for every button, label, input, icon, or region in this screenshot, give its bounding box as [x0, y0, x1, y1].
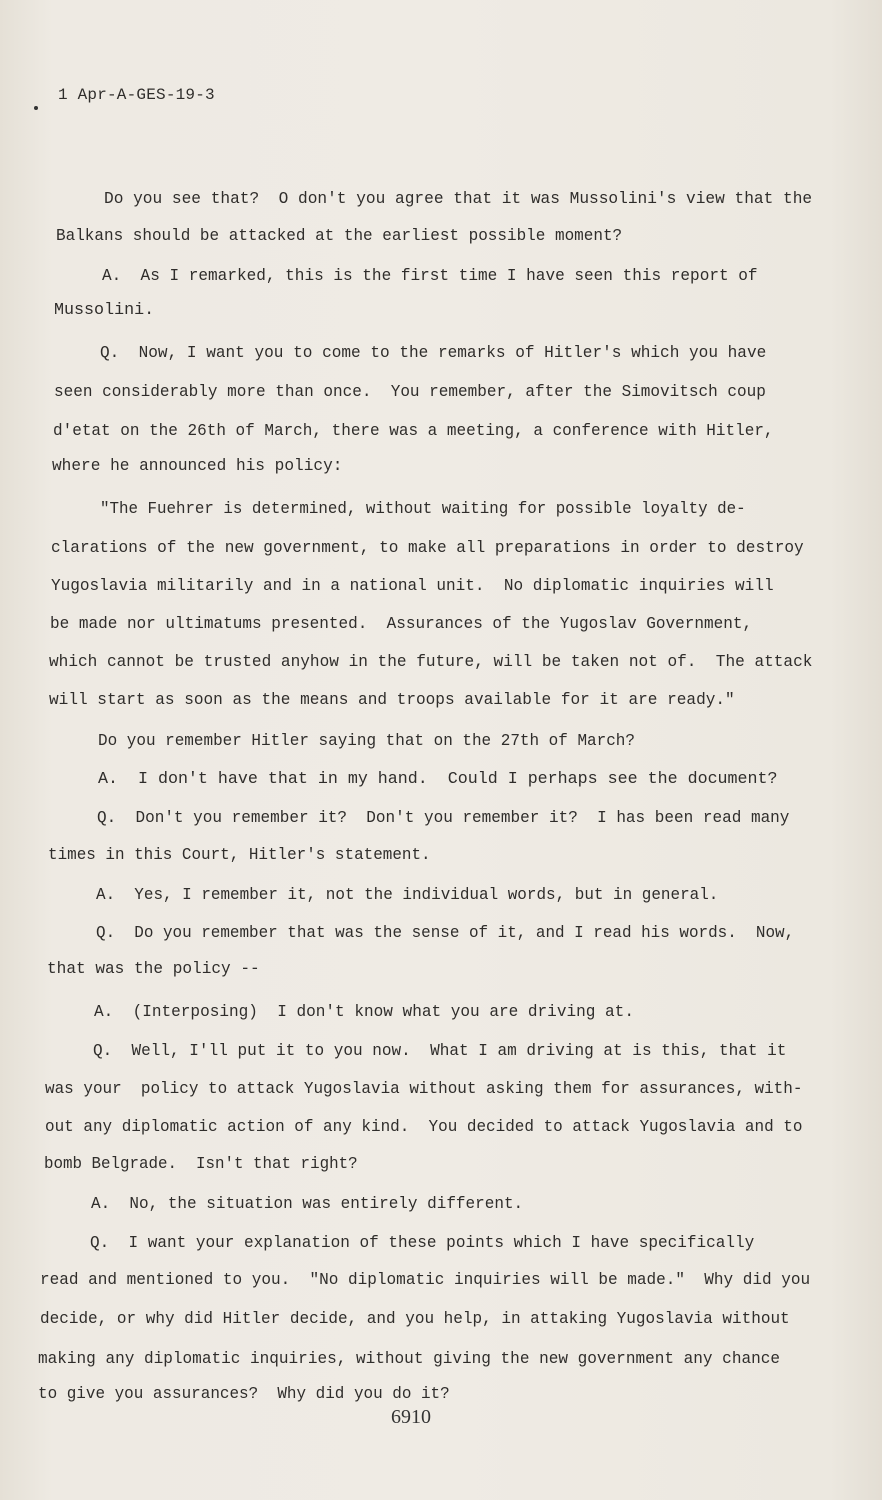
- text-line: out any diplomatic action of any kind. You decided to attack Yugoslavia and to: [45, 1118, 803, 1136]
- text-line: Yugoslavia militarily and in a national unit. No diplomatic inquiries will: [51, 577, 774, 595]
- text-line: Do you see that? O don't you agree that it was Mussolini's view that the: [104, 190, 813, 208]
- margin-dot: [34, 106, 38, 110]
- text-line: will start as soon as the means and troops available for it are ready.": [49, 691, 735, 709]
- text-line: d'etat on the 26th of March, there was a meeting, a conference with Hitler,: [53, 422, 774, 440]
- text-line: to give you assurances? Why did you do it?: [38, 1385, 450, 1403]
- text-line: which cannot be trusted anyhow in the future, will be taken not of. The attack: [49, 653, 813, 671]
- text-line: Q. Now, I want you to come to the remarks of Hitler's which you have: [100, 344, 767, 362]
- text-line: A. As I remarked, this is the first time I have seen this report of: [102, 267, 758, 285]
- text-line: bomb Belgrade. Isn't that right?: [44, 1155, 358, 1173]
- page-number: 6910: [391, 1406, 431, 1428]
- text-line: "The Fuehrer is determined, without waiting for possible loyalty de-: [100, 500, 746, 518]
- text-line: seen considerably more than once. You remember, after the Simovitsch coup: [54, 383, 766, 401]
- document-reference: 1 Apr-A-GES-19-3: [58, 86, 215, 104]
- text-line: Balkans should be attacked at the earliest possible moment?: [56, 227, 623, 245]
- text-line: was your policy to attack Yugoslavia without asking them for assurances, with-: [45, 1080, 803, 1098]
- text-line: where he announced his policy:: [52, 457, 343, 475]
- text-line: decide, or why did Hitler decide, and you help, in attaking Yugoslavia without: [40, 1310, 790, 1328]
- text-line: A. No, the situation was entirely different.: [91, 1195, 524, 1213]
- text-line: A. (Interposing) I don't know what you are driving at.: [94, 1003, 634, 1021]
- text-line: Q. I want your explanation of these points which I have specifically: [90, 1234, 755, 1252]
- text-line: that was the policy --: [47, 960, 260, 978]
- text-line: times in this Court, Hitler's statement.: [48, 846, 431, 864]
- text-line: A. I don't have that in my hand. Could I perhaps see the document?: [98, 770, 778, 788]
- text-line: read and mentioned to you. "No diplomatic inquiries will be made." Why did you: [40, 1271, 811, 1289]
- text-line: Q. Don't you remember it? Don't you remember it? I has been read many: [97, 809, 790, 827]
- text-line: clarations of the new government, to make all preparations in order to destroy: [51, 539, 804, 557]
- text-line: making any diplomatic inquiries, without giving the new government any chance: [38, 1350, 781, 1368]
- text-line: A. Yes, I remember it, not the individual words, but in general.: [96, 886, 719, 904]
- text-line: be made nor ultimatums presented. Assurances of the Yugoslav Government,: [50, 615, 753, 633]
- text-line: Q. Do you remember that was the sense of it, and I read his words. Now,: [96, 924, 795, 942]
- text-line: Mussolini.: [54, 301, 155, 319]
- text-line: Q. Well, I'll put it to you now. What I am driving at is this, that it: [93, 1042, 787, 1060]
- text-line: Do you remember Hitler saying that on the 27th of March?: [98, 732, 635, 750]
